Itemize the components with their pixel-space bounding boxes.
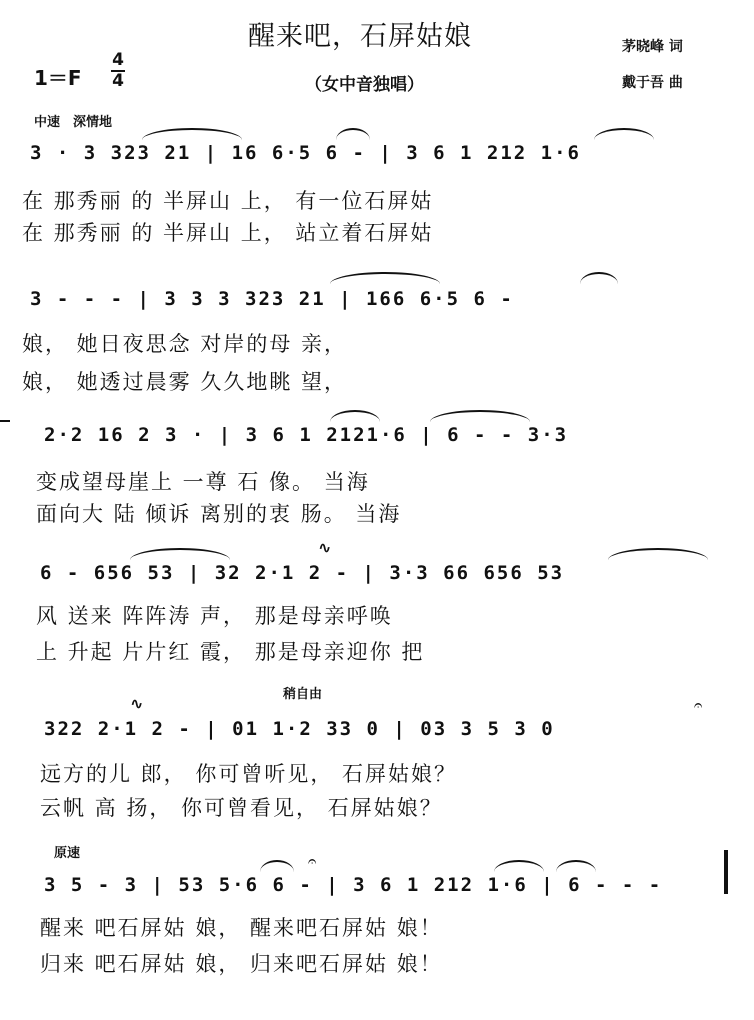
notation-line-5: 322 2·1 2 - | 01 1·2 33 0 | 03 3 5 3 0 xyxy=(44,718,555,740)
meter-bottom: 4 xyxy=(112,71,124,91)
song-title: 醒来吧，石屏姑娘 xyxy=(248,21,472,52)
margin-mark xyxy=(0,420,10,422)
final-barline xyxy=(724,850,728,894)
song-subtitle: （女中音独唱） xyxy=(305,75,424,95)
slur xyxy=(330,272,440,284)
slur xyxy=(494,860,544,872)
lyrics-line-1a: 在 那秀丽 的 半屏山 上， 有一位石屏姑 xyxy=(22,189,434,213)
key-signature: 1＝F xyxy=(34,66,82,90)
slur xyxy=(556,860,596,872)
notation-line-1: 3 · 3 323 21 | 16 6·5 6 - | 3 6 1 212 1·6 xyxy=(30,142,581,164)
meter-top: 4 xyxy=(112,50,124,70)
notation-line-3: 2·2 16 2 3 · | 3 6 1 2121·6 | 6 - - 3·3 xyxy=(44,424,569,446)
slur xyxy=(260,860,294,872)
fermata-mark: 𝄐 xyxy=(308,852,317,870)
lyrics-line-3b: 面向大 陆 倾诉 离别的衷 肠。 当海 xyxy=(36,502,402,526)
lyrics-line-5a: 远方的儿 郎， 你可曾听见， 石屏姑娘？ xyxy=(40,762,458,786)
tempo-marking-resume: 原速 xyxy=(54,846,81,861)
time-signature xyxy=(108,52,128,90)
slur xyxy=(330,410,380,422)
slur xyxy=(608,548,708,560)
lyrics-line-2b: 娘， 她透过晨雾 久久地眺 望， xyxy=(22,370,348,394)
tempo-marking-start: 中速 深情地 xyxy=(34,115,113,130)
notation-line-6: 3 5 - 3 | 53 5·6 6 - | 3 6 1 212 1·6 | 6 - - - xyxy=(44,874,663,896)
slur xyxy=(430,410,530,422)
slur xyxy=(142,128,242,140)
mordent-mark: ∿ xyxy=(130,694,144,713)
lyrics-line-3a: 变成望母崖上 一尊 石 像。 当海 xyxy=(36,470,370,494)
fermata-mark: 𝄐 xyxy=(694,696,703,714)
notation-line-2: 3 - - - | 3 3 3 323 21 | 166 6·5 6 - xyxy=(30,288,514,310)
lyrics-line-4b: 上 升起 片片红 霞， 那是母亲迎你 把 xyxy=(36,640,425,664)
tempo-marking-free: 稍自由 xyxy=(283,687,323,702)
slur xyxy=(580,272,618,284)
notation-line-4: 6 - 656 53 | 32 2·1 2 - | 3·3 66 656 53 xyxy=(40,562,565,584)
lyrics-line-5b: 云帆 高 扬， 你可曾看见， 石屏姑娘？ xyxy=(40,796,443,820)
slur xyxy=(336,128,370,140)
slur xyxy=(594,128,654,140)
lyrics-line-6a: 醒来 吧石屏姑 娘， 醒来吧石屏姑 娘！ xyxy=(40,916,443,940)
lyrics-line-1b: 在 那秀丽 的 半屏山 上， 站立着石屏姑 xyxy=(22,221,434,245)
composer-credit: 戴于吾 曲 xyxy=(622,75,683,91)
lyrics-line-2a: 娘， 她日夜思念 对岸的母 亲， xyxy=(22,332,348,356)
slur xyxy=(130,548,230,560)
lyrics-line-4a: 风 送来 阵阵涛 声， 那是母亲呼唤 xyxy=(36,604,393,628)
lyricist-credit: 茅晓峰 词 xyxy=(622,39,683,55)
mordent-mark: ∿ xyxy=(318,538,332,557)
lyrics-line-6b: 归来 吧石屏姑 娘， 归来吧石屏姑 娘！ xyxy=(40,952,443,976)
